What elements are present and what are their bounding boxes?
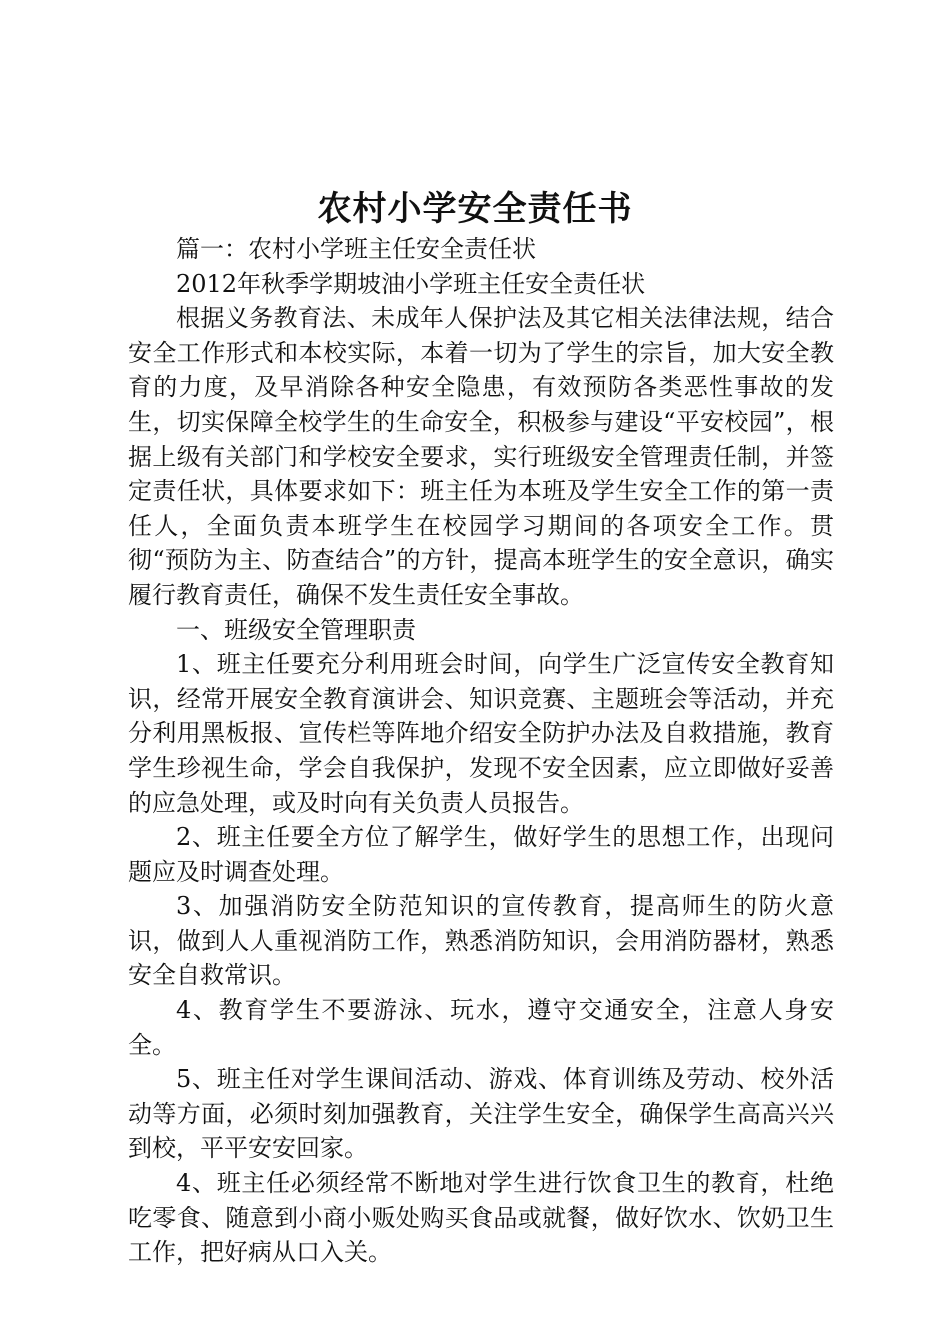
paragraph-item-2: 2、班主任要全方位了解学生，做好学生的思想工作，出现问题应及时调查处理。 xyxy=(128,823,834,886)
paragraph-intro: 根据义务教育法、未成年人保护法及其它相关法律法规，结合安全工作形式和本校实际，本着一切为了学生的宗旨，加大安全教育的力度，及早消除各种安全隐患，有效预防各类恶性事故的发生，切实保障全校学生的生命安全，积极参与建设“平安校园”，根据上级有关部门和学校安全要求，实行班级安全管理责任制，并签定责任状，具体要求如下：班主任为本班及学生安全工作的第一责任人，全面负责本班学生在校园学习期间的各项安全工作。贯彻“预防为主、防查结合”的方针，提高本班学生的安全意识，确实履行教育责任，确保不发生责任安全事故。 xyxy=(128,304,834,609)
section-heading: 一、班级安全管理职责 xyxy=(176,615,416,644)
paragraph-item-6: 4、班主任必须经常不断地对学生进行饮食卫生的教育，杜绝吃零食、随意到小商小贩处购买食品或就餐，做好饮水、饮奶卫生工作，把好病从口入关。 xyxy=(128,1169,834,1267)
paragraph-item-1: 1、班主任要充分利用班会时间，向学生广泛宣传安全教育知识，经常开展安全教育演讲会、知识竞赛、主题班会等活动，并充分利用黑板报、宣传栏等阵地介绍安全防护办法及自救措施，教育学生珍视生命，学会自我保护，发现不安全因素，应立即做好妥善的应急处理，或及时向有关负责人员报告。 xyxy=(128,650,834,817)
paragraph-item-3: 3、加强消防安全防范知识的宣传教育，提高师生的防火意识，做到人人重视消防工作，熟悉消防知识，会用消防器材，熟悉安全自救常识。 xyxy=(128,892,834,990)
paragraph-item-5: 5、班主任对学生课间活动、游戏、体育训练及劳动、校外活动等方面，必须时刻加强教育，关注学生安全，确保学生高高兴兴到校，平平安安回家。 xyxy=(128,1065,834,1163)
paragraph-item-4: 4、教育学生不要游泳、玩水，遵守交通安全，注意人身安全。 xyxy=(128,996,834,1059)
paragraph-subtitle: 篇一：农村小学班主任安全责任状 xyxy=(176,235,536,263)
document-title: 农村小学安全责任书 xyxy=(317,189,633,229)
document-body xyxy=(128,232,834,1270)
paragraph-heading: 2012年秋季学期坡油小学班主任安全责任状 xyxy=(176,269,646,298)
